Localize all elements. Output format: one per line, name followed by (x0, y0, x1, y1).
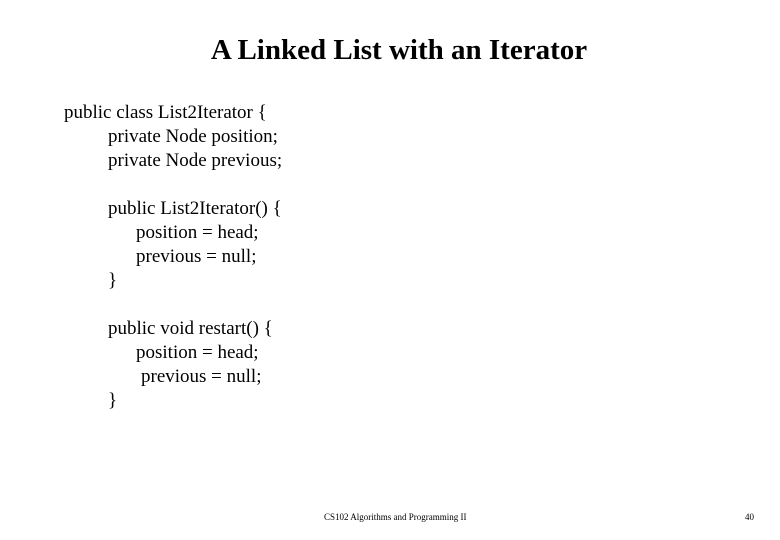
code-line-restart-method: public void restart() { (108, 318, 273, 339)
code-line-restart-previous: previous = null; (141, 366, 262, 387)
code-line-constructor-close: } (108, 270, 118, 291)
slide-title: A Linked List with an Iterator (210, 34, 588, 66)
footer-course-name: CS102 Algorithms and Programming II (324, 512, 467, 522)
footer-page-number: 40 (745, 512, 754, 522)
code-line-field-previous: private Node previous; (108, 150, 283, 171)
code-line-constructor-position: position = head; (136, 222, 259, 243)
code-line-restart-close: } (108, 390, 118, 411)
code-line-constructor-previous: previous = null; (136, 246, 257, 267)
code-line-restart-position: position = head; (136, 342, 259, 363)
code-line-class-declaration: public class List2Iterator { (64, 102, 267, 123)
code-line-constructor: public List2Iterator() { (108, 198, 282, 219)
code-line-field-position: private Node position; (108, 126, 278, 147)
